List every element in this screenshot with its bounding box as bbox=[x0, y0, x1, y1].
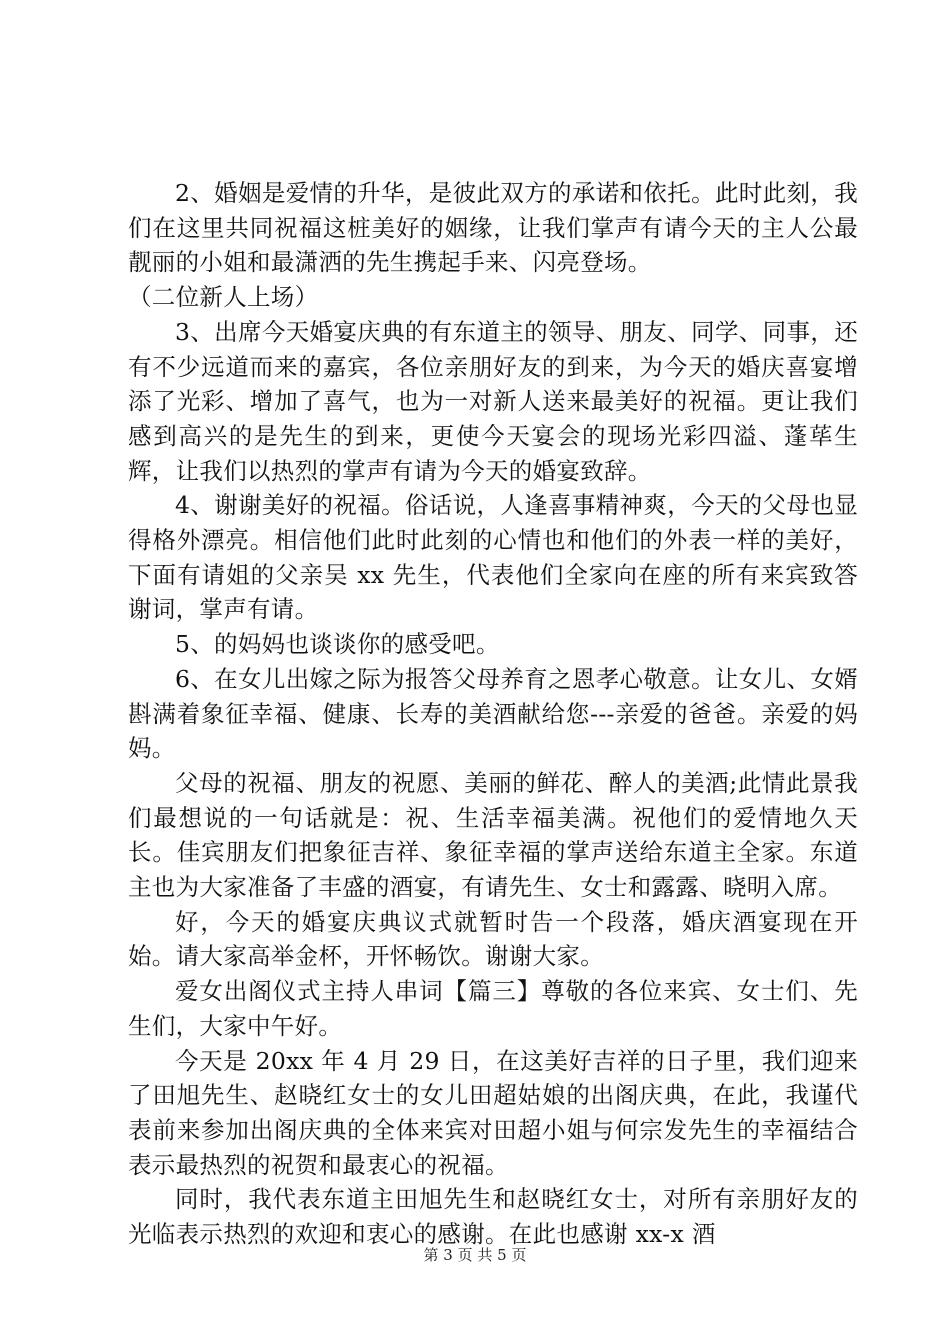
document-body bbox=[128, 176, 858, 1252]
paragraph-2: （二位新人上场） bbox=[128, 283, 319, 312]
paragraph-7: 父母的祝福、朋友的祝愿、美丽的鲜花、醉人的美酒;此情此景我们最想说的一句话就是：祝、生活幸福美满。祝他们的爱情地久天长。佳宾朋友们把象征吉祥、象征幸福的掌声送给东道主全家。东道主也为大家准备了丰盛的酒宴，有请先生、女士和露露、晓明入席。 bbox=[128, 768, 858, 902]
paragraph-8: 好，今天的婚宴庆典议式就暂时告一个段落，婚庆酒宴现在开始。请大家高举金杯，开怀畅饮。谢谢大家。 bbox=[128, 907, 858, 971]
paragraph-11: 同时，我代表东道主田旭先生和赵晓红女士，对所有亲朋好友的光临表示热烈的欢迎和衷心的感谢。在此也感谢 xx-x 酒 bbox=[128, 1185, 858, 1249]
paragraph-5: 5、的妈妈也谈谈你的感受吧。 bbox=[175, 630, 500, 659]
paragraph-10: 今天是 20xx 年 4 月 29 日，在这美好吉祥的日子里，我们迎来了田旭先生、赵晓红女士的女儿田超姑娘的出阁庆典，在此，我谨代表前来参加出阁庆典的全体来宾对田超小姐与何宗发先生的幸福结合表示最热烈的祝贺和最衷心的祝福。 bbox=[128, 1046, 858, 1179]
paragraph-9: 爱女出阁仪式主持人串词【篇三】尊敬的各位来宾、女士们、先生们，大家中午好。 bbox=[128, 977, 858, 1040]
paragraph-1: 2、婚姻是爱情的升华，是彼此双方的承诺和依托。此时此刻，我们在这里共同祝福这桩美好的姻缘，让我们掌声有请今天的主人公最靓丽的小姐和最潇洒的先生携起手来、闪亮登场。 bbox=[128, 179, 858, 277]
paragraph-6: 6、在女儿出嫁之际为报答父母养育之恩孝心敬意。让女儿、女婿斟满着象征幸福、健康、长寿的美酒献给您---亲爱的爸爸。亲爱的妈妈。 bbox=[128, 664, 858, 763]
paragraph-4: 4、谢谢美好的祝福。俗话说，人逢喜事精神爽，今天的父母也显得格外漂亮。相信他们此时此刻的心情也和他们的外表一样的美好，下面有请姐的父亲吴 xx 先生，代表他们全家向在座的所有来宾致答谢词，掌声有请。 bbox=[128, 491, 858, 624]
page-footer: 第 3 页 共 5 页 bbox=[423, 1246, 527, 1264]
paragraph-3: 3、出席今天婚宴庆典的有东道主的领导、朋友、同学、同事，还有不少远道而来的嘉宾，各位亲朋好友的到来，为今天的婚庆喜宴增添了光彩、增加了喜气，也为一对新人送来最美好的祝福。更让我们感到高兴的是先生的到来，更使今天宴会的现场光彩四溢、蓬荜生辉，让我们以热烈的掌声有请为今天的婚宴致辞。 bbox=[128, 317, 858, 485]
